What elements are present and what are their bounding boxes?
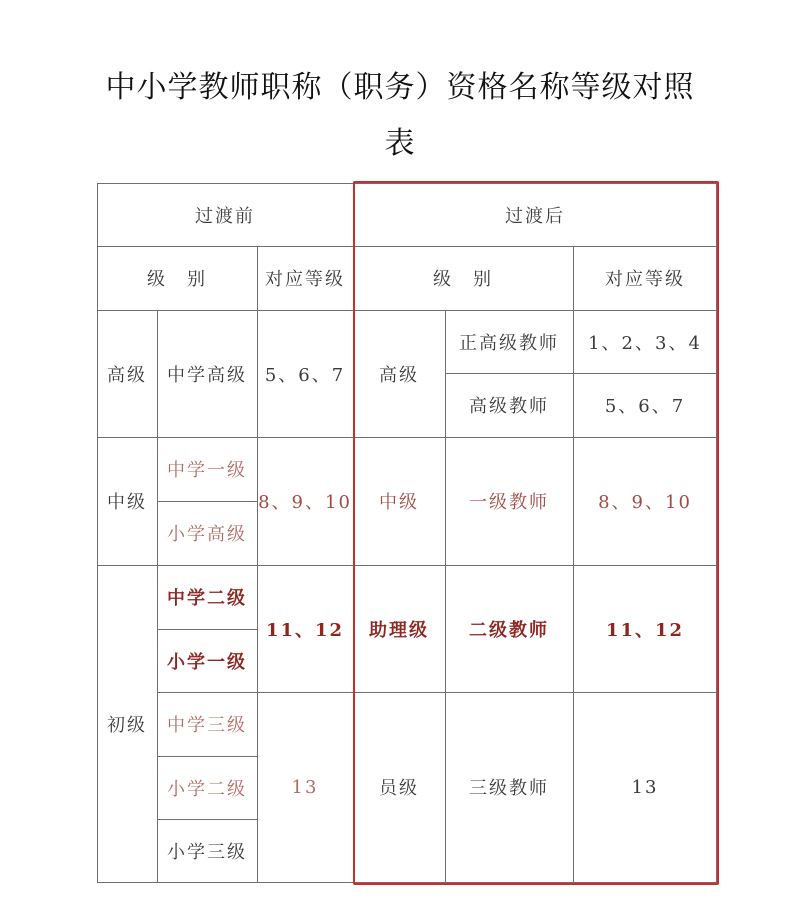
header-grade-before: 对应等级 <box>265 269 345 290</box>
grade-comparison-table <box>97 183 717 883</box>
after-title-second-class: 二级教师 <box>469 619 549 641</box>
after-grades-assistant: 11、12 <box>605 619 685 641</box>
level-senior: 高级 <box>107 364 147 386</box>
before-title-senior: 中学高级 <box>167 364 247 386</box>
header-grade-after: 对应等级 <box>605 269 685 290</box>
before-grades-senior: 5、6、7 <box>264 364 346 386</box>
before-title-primary-senior: 小学高级 <box>167 524 247 545</box>
before-title-primary-third: 小学三级 <box>167 841 247 863</box>
after-grades-professor: 1、2、3、4 <box>588 332 702 354</box>
after-grades-intermediate: 8、9、10 <box>598 492 692 513</box>
after-level-staff: 员级 <box>379 778 419 799</box>
header-level-before: 级 别 <box>147 269 207 290</box>
header-level-after: 级 别 <box>433 269 493 290</box>
before-title-middle-third: 中学三级 <box>167 715 247 736</box>
after-title-senior: 高级教师 <box>469 396 549 417</box>
before-title-middle-second: 中学二级 <box>167 588 247 609</box>
before-title-primary-first: 小学一级 <box>167 651 247 673</box>
after-grades-staff: 13 <box>631 776 659 798</box>
after-grades-senior: 5、6、7 <box>604 396 686 417</box>
level-intermediate: 中级 <box>107 492 147 513</box>
before-grades-assistant: 11、12 <box>265 619 345 641</box>
title-line-2: 表 <box>384 126 416 161</box>
after-level-senior: 高级 <box>379 364 419 386</box>
before-grades-intermediate: 8、9、10 <box>258 492 352 513</box>
level-junior: 初级 <box>107 715 147 736</box>
after-title-professor: 正高级教师 <box>459 332 559 354</box>
after-title-third-class: 三级教师 <box>469 778 549 799</box>
title-line-1: 中小学教师职称（职务）资格名称等级对照 <box>105 70 695 105</box>
before-title-primary-second: 小学二级 <box>167 778 247 800</box>
header-before: 过渡前 <box>195 205 255 227</box>
table-border-bottom <box>97 882 717 883</box>
after-level-intermediate: 中级 <box>379 492 419 513</box>
page-title <box>0 60 800 172</box>
header-after: 过渡后 <box>505 205 565 227</box>
before-grades-staff: 13 <box>291 776 319 798</box>
before-title-middle-first: 中学一级 <box>167 460 247 481</box>
after-title-first-class: 一级教师 <box>469 492 549 513</box>
after-level-assistant: 助理级 <box>369 619 429 641</box>
